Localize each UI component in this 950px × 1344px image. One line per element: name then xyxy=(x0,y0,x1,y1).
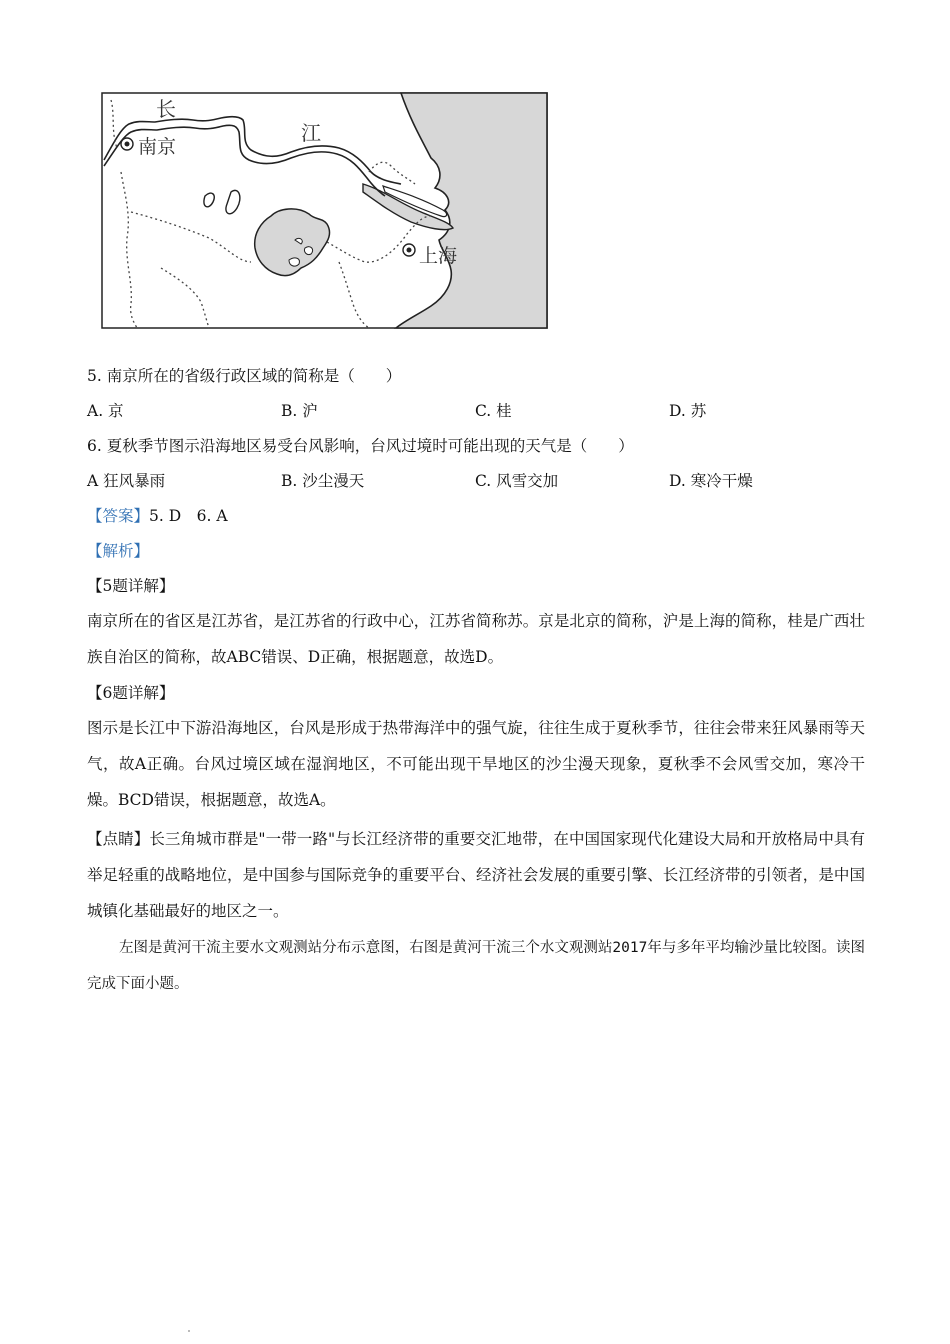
q5-option-d: D. 苏 xyxy=(669,402,707,420)
q6-stem: 6. 夏秋季节图示沿海地区易受台风影响，台风过境时可能出现的天气是（ ） xyxy=(87,437,634,455)
q5-stem: 5. 南京所在的省级行政区域的简称是（ ） xyxy=(87,367,402,385)
page-mark xyxy=(188,1330,190,1332)
comment-para xyxy=(87,821,865,929)
answer-tag: 【答案】 xyxy=(87,507,150,525)
q6-option-d: D. 寒冷干燥 xyxy=(669,472,753,490)
answer-line xyxy=(87,506,228,526)
nanjing-marker xyxy=(121,138,133,150)
q6-option-a: A 狂风暴雨 xyxy=(87,472,166,490)
yangtze-delta-map xyxy=(101,92,548,329)
q5-option-c: C. 桂 xyxy=(475,402,512,420)
answer-text: 5. D 6. A xyxy=(149,507,228,525)
comment-tag: 【点睛】 xyxy=(87,830,150,848)
q5-option-b: B. 沪 xyxy=(281,402,318,420)
q5-option-a: A. 京 xyxy=(87,402,124,420)
label-nanjing: 南京 xyxy=(138,136,177,158)
d5-title: 【5题详解】 xyxy=(87,577,175,595)
analysis-line xyxy=(87,541,149,561)
analysis-tag: 【解析】 xyxy=(87,542,150,560)
comment-text: 长三角城市群是"一带一路"与长江经济带的重要交汇地带，在中国国家现代化建设大局和开放格局中具有举足轻重的战略地位，是中国参与国际竞争的重要平台、经济社会发展的重要引擎、长江经济带的引领者，是中国城镇化基础最好的地区之一。 xyxy=(87,830,865,920)
d6-text: 图示是长江中下游沿海地区，台风是形成于热带海洋中的强气旋，往往生成于夏秋季节，往往会带来狂风暴雨等天气，故A正确。台风过境区域在湿润地区，不可能出现干旱地区的沙尘漫天现象，夏秋季不会风雪交加，寒冷干燥。BCD错误，根据题意，故选A。 xyxy=(87,719,865,809)
q6-option-c: C. 风雪交加 xyxy=(475,472,559,490)
shanghai-marker xyxy=(403,244,415,256)
intro-para: 左图是黄河干流主要水文观测站分布示意图，右图是黄河干流三个水文观测站2017年与多年平均输沙量比较图。读图完成下面小题。 xyxy=(87,940,865,992)
label-chang: 长 xyxy=(156,97,176,121)
label-shanghai: 上海 xyxy=(419,245,458,267)
d5-text: 南京所在的省区是江苏省，是江苏省的行政中心，江苏省简称苏。京是北京的简称，沪是上海的简称，桂是广西壮族自治区的简称，故ABC错误、D正确，根据题意，故选D。 xyxy=(87,612,865,666)
q6-option-b: B. 沙尘漫天 xyxy=(281,472,365,490)
label-jiang: 江 xyxy=(301,121,321,145)
d6-title: 【6题详解】 xyxy=(87,684,175,702)
